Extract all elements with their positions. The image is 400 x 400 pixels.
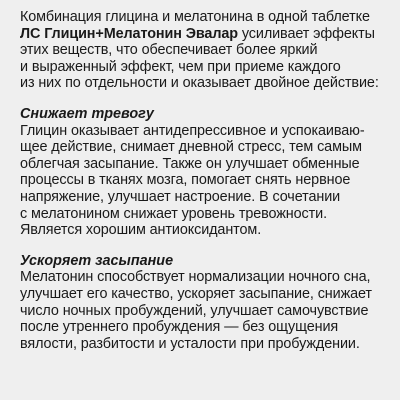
section-line: Мелатонин способствует нормализации ночного сна,: [20, 269, 371, 286]
section-line: число ночных пробуждений, улучшает самочувствие: [20, 302, 369, 319]
intro-line-rest: усиливает эффекты: [237, 25, 375, 42]
section-line: напряжение, улучшает настроение. В сочетании: [20, 188, 341, 205]
section-speeds-sleep: [20, 253, 382, 353]
intro-line: и выраженный эффект, чем при приеме каждого: [20, 58, 341, 75]
section-line: вялости, разбитости и усталости при пробуждении.: [20, 335, 360, 352]
section-line: с мелатонином снижает уровень тревожности.: [20, 205, 327, 222]
intro-line: [20, 26, 382, 43]
intro-line: этих веществ, что обеспечивает более яркий: [20, 42, 318, 59]
section-line: Является хорошим антиоксидантом.: [20, 222, 262, 239]
section-line: после утреннего пробуждения — без ощущения: [20, 319, 339, 336]
intro-line: Комбинация глицина и мелатонина в одной таблетке: [20, 9, 370, 25]
section-line: щее действие, снимает дневной стресс, тем самым: [20, 139, 362, 156]
product-name: ЛС Глицин+Мелатонин Эвалар: [20, 25, 238, 42]
intro-paragraph: [20, 9, 382, 92]
section-reduces-anxiety: [20, 106, 382, 239]
section-line: Глицин оказывает антидепрессивное и успокаиваю-: [20, 122, 365, 139]
section-line: облегчая засыпание. Также он улучшает обменные: [20, 155, 360, 172]
intro-line: из них по отдельности и оказывает двойное действие:: [20, 75, 379, 92]
section-line: процессы в тканях мозга, помогает снять нервное: [20, 172, 351, 189]
section-heading: Снижает тревогу: [20, 105, 154, 122]
section-line: улучшает его качество, ускоряет засыпание, снижает: [20, 285, 372, 302]
section-heading: Ускоряет засыпание: [20, 252, 174, 269]
